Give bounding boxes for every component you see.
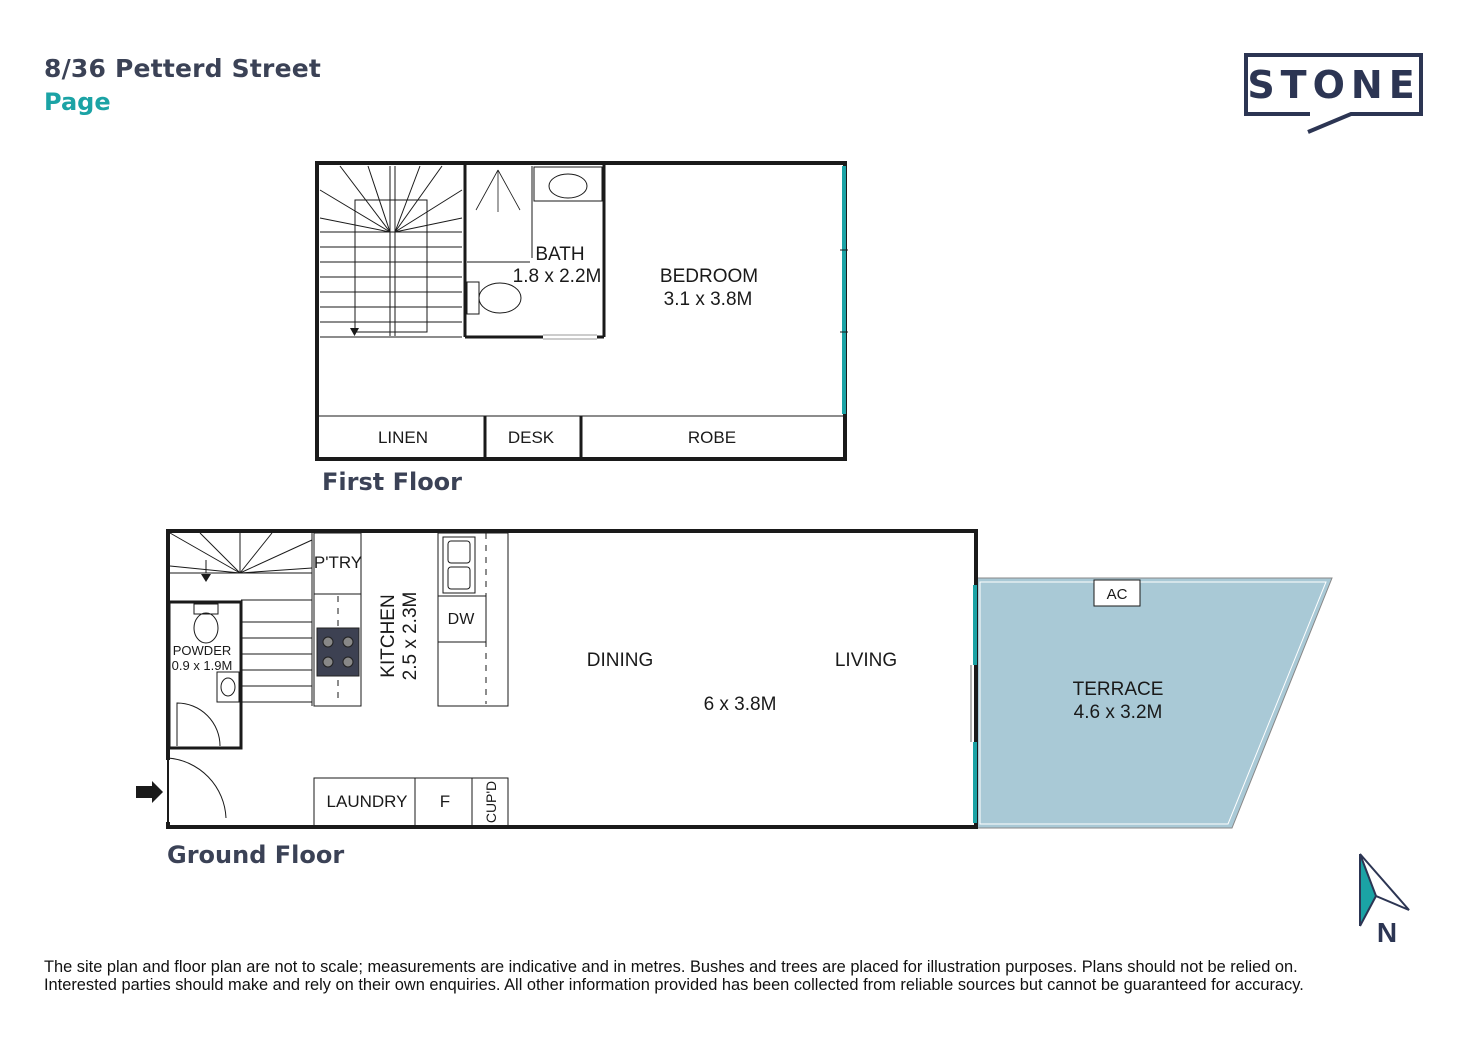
kitchen-size: 2.5 x 2.3M	[400, 591, 421, 681]
robe-label: ROBE	[687, 428, 737, 447]
bath-size: 1.8 x 2.2M	[512, 266, 602, 287]
living-label: LIVING	[834, 650, 898, 671]
stone-logo	[1246, 55, 1421, 132]
dw-label: DW	[447, 611, 475, 628]
terrace-label: TERRACE	[1072, 679, 1164, 700]
bedroom-label: BEDROOM	[659, 266, 759, 287]
laundry-label: LAUNDRY	[326, 792, 408, 811]
first-floor-title: First Floor	[322, 468, 463, 496]
logo-text: STONE	[1247, 63, 1421, 107]
powder-label: POWDER	[172, 643, 232, 658]
fridge-label: F	[439, 792, 451, 811]
dining-label: DINING	[586, 650, 654, 671]
first-floor-plan	[317, 163, 848, 459]
powder-size: 0.9 x 1.9M	[171, 658, 233, 673]
first-floor-labels	[378, 244, 758, 447]
bath-label: BATH	[535, 244, 585, 265]
address-line-1: 8/36 Petterd Street	[44, 54, 322, 83]
north-compass-icon	[1360, 854, 1409, 948]
address-suburb: Page	[44, 88, 111, 116]
terrace-size: 4.6 x 3.2M	[1073, 702, 1163, 723]
disclaimer-line-1: The site plan and floor plan are not to scale; measurements are indicative and in metres. Bushes and trees are placed for illustration purposes. Plans should not be relied on.	[44, 958, 1298, 976]
living-dining-size: 6 x 3.8M	[703, 694, 777, 715]
ac-label: AC	[1106, 586, 1128, 603]
disclaimer-line-2: Interested parties should make and rely on their own enquiries. All other information provided has been collected from reliable sources but cannot be guaranteed for accuracy.	[44, 976, 1304, 994]
entry-arrow-icon	[136, 781, 163, 803]
ground-floor-title: Ground Floor	[167, 841, 345, 869]
compass-north-label: N	[1376, 917, 1398, 948]
desk-label: DESK	[507, 428, 555, 447]
bedroom-size: 3.1 x 3.8M	[663, 289, 753, 310]
cupboard-label: CUP'D	[483, 780, 499, 824]
linen-label: LINEN	[377, 428, 429, 447]
disclaimer	[44, 958, 1444, 994]
pantry-label: P'TRY	[313, 553, 363, 572]
kitchen-label: KITCHEN	[378, 594, 399, 678]
